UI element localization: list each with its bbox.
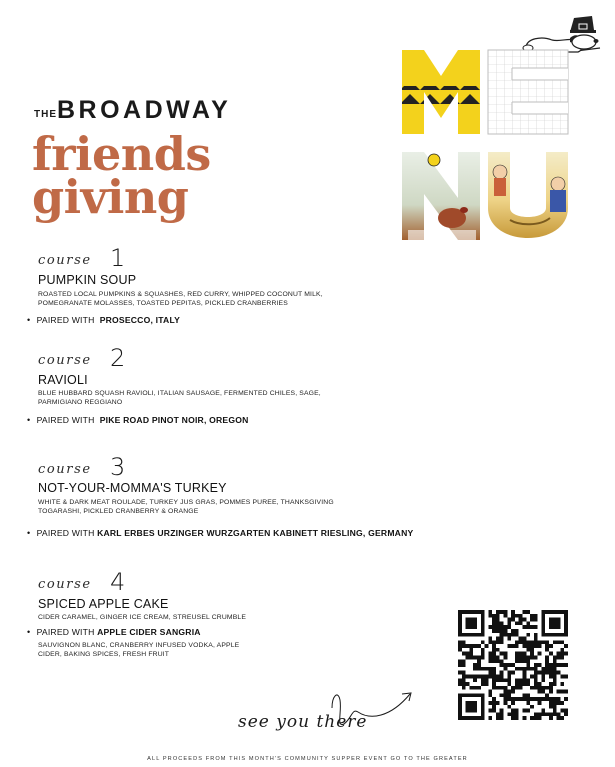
- course-number: 1: [110, 244, 126, 272]
- dish-description: ROASTED LOCAL PUMPKINS & SQUASHES, RED CURRY, WHIPPED COCONUT MILK,: [38, 291, 323, 298]
- title-broadway: BROADWAY: [57, 96, 232, 124]
- dish-description: TOGARASHI, PICKLED CRANBERRY & ORANGE: [38, 508, 199, 515]
- bullet-icon: •: [27, 415, 31, 425]
- wine-pairing: [27, 528, 413, 538]
- see-you-there-script: see you there: [238, 712, 368, 732]
- dish-name: PUMPKIN SOUP: [38, 273, 137, 287]
- hand-drawn-arrow-icon: [330, 688, 420, 748]
- wine-description: CIDER, BAKING SPICES, FRESH FRUIT: [38, 651, 170, 658]
- course-word: course: [38, 462, 92, 477]
- menu-letter-n: [402, 152, 480, 240]
- dish-description: PARMIGIANO REGGIANO: [38, 399, 123, 406]
- dish-description: BLUE HUBBARD SQUASH RAVIOLI, ITALIAN SAUSAGE, FERMENTED CHILES, SAGE,: [38, 390, 321, 397]
- wine-name: PIKE ROAD PINOT NOIR, OREGON: [99, 415, 249, 425]
- paired-with-label: PAIRED WITH: [36, 528, 95, 538]
- bullet-icon: •: [27, 627, 31, 637]
- course-number: 4: [110, 568, 126, 596]
- wine-name: APPLE CIDER SANGRIA: [97, 627, 201, 637]
- dish-description: WHITE & DARK MEAT ROULADE, TURKEY JUS GRAS, POMMES PUREE, THANKSGIVING: [38, 499, 334, 506]
- wine-pairing: [27, 415, 249, 425]
- dish-description: POMEGRANATE MOLASSES, TOASTED PEPITAS, PICKLED CRANBERRIES: [38, 300, 288, 307]
- wine-name: PROSECCO, ITALY: [99, 315, 181, 325]
- dish-name: NOT-YOUR-MOMMA'S TURKEY: [38, 481, 227, 495]
- bullet-icon: •: [27, 528, 31, 538]
- course-word: course: [38, 353, 92, 368]
- wine-description: SAUVIGNON BLANC, CRANBERRY INFUSED VODKA, APPLE: [38, 642, 240, 649]
- course-number: 2: [110, 344, 126, 372]
- wine-name: KARL ERBES URZINGER WURZGARTEN KABINETT RIESLING, GERMANY: [97, 528, 414, 538]
- course-word: course: [38, 253, 92, 268]
- title-the: THE: [34, 109, 57, 120]
- wine-pairing: [27, 315, 180, 325]
- dish-name: SPICED APPLE CAKE: [38, 597, 169, 611]
- wine-pairing: [27, 627, 201, 637]
- title-giving: giving: [32, 170, 189, 224]
- menu-letter-m: [402, 50, 480, 134]
- menu-letters-graphic: [400, 48, 570, 242]
- paired-with-label: PAIRED WITH: [36, 315, 95, 325]
- qr-code[interactable]: [458, 610, 568, 720]
- bullet-icon: •: [27, 315, 31, 325]
- dish-name: RAVIOLI: [38, 373, 88, 387]
- footer-note: ALL PROCEEDS FROM THIS MONTH'S COMMUNITY SUPPER EVENT GO TO THE GREATER: [147, 756, 468, 762]
- course-number: 3: [110, 453, 126, 481]
- menu-letter-e: [488, 50, 568, 134]
- title-friends: friends: [32, 127, 211, 181]
- paired-with-label: PAIRED WITH: [36, 627, 95, 637]
- dish-description: CIDER CARAMEL, GINGER ICE CREAM, STREUSEL CRUMBLE: [38, 614, 247, 621]
- menu-letter-u: [488, 152, 568, 238]
- paired-with-label: PAIRED WITH: [36, 415, 95, 425]
- course-word: course: [38, 577, 92, 592]
